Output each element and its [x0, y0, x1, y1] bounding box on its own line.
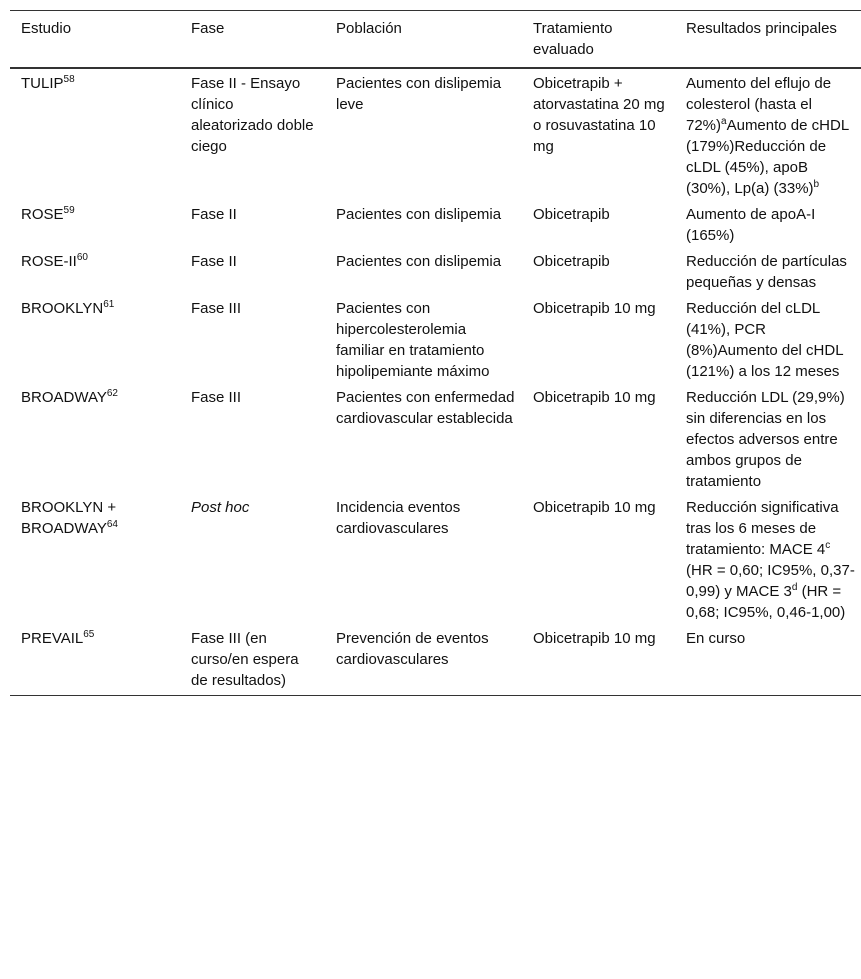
cell-phase: Post hoc — [191, 499, 250, 516]
cell-study — [10, 68, 180, 200]
cell-treatment: Obicetrapib — [533, 206, 610, 223]
cell-treatment: Obicetrapib 10 mg — [533, 630, 656, 647]
study-name: TULIP — [21, 75, 64, 92]
study-ref: 58 — [63, 74, 75, 85]
cell-study — [10, 383, 180, 493]
study-name: ROSE-II — [21, 253, 77, 270]
cell-results — [675, 68, 861, 200]
cell-study — [10, 624, 180, 696]
cell-population: Incidencia eventos cardiovasculares — [336, 499, 461, 537]
results-table — [10, 10, 861, 696]
header-poblacion: Población — [336, 20, 402, 37]
study-ref: 59 — [63, 205, 75, 216]
result-note: a — [721, 116, 727, 127]
cell-results — [675, 493, 861, 624]
result-note: d — [791, 582, 798, 593]
cell-study — [10, 247, 180, 294]
header-tratamiento: Tratamiento evaluado — [533, 20, 613, 58]
cell-treatment: Obicetrapib 10 mg — [533, 389, 656, 406]
study-name: ROSE — [21, 206, 64, 223]
cell-phase: Fase III — [191, 300, 242, 317]
study-ref: 64 — [106, 519, 118, 530]
result-note: b — [813, 179, 820, 190]
cell-study — [10, 493, 180, 624]
study-name: PREVAIL — [21, 630, 84, 647]
table-body — [10, 68, 861, 696]
result-text: Aumento del eflujo de colesterol (hasta el 72%) — [686, 75, 832, 134]
cell-treatment: Obicetrapib + atorvastatina 20 mg o rosuvastatina 10 mg — [533, 75, 665, 155]
header-row — [10, 11, 861, 69]
cell-population: Prevención de eventos cardiovasculares — [336, 630, 489, 668]
table-row — [10, 68, 861, 200]
table-row — [10, 247, 861, 294]
cell-treatment: Obicetrapib 10 mg — [533, 499, 656, 516]
cell-results: Reducción LDL (29,9%) sin diferencias en los efectos adversos entre ambos grupos de tratamiento — [686, 389, 845, 490]
cell-phase: Fase II — [191, 206, 237, 223]
cell-population: Pacientes con enfermedad cardiovascular establecida — [336, 389, 515, 427]
cell-results: Reducción del cLDL (41%), PCR (8%)Aumento del cHDL (121%) a los 12 meses — [686, 300, 844, 380]
header-resultados: Resultados principales — [686, 20, 837, 37]
result-text: (HR = 0,60; IC95%, 0,37-0,99) y MACE 3 — [686, 562, 855, 600]
cell-results: Reducción de partículas pequeñas y densas — [686, 253, 847, 291]
study-name: BROOKLYN + BROADWAY — [21, 499, 117, 537]
table-row — [10, 383, 861, 493]
table-row — [10, 200, 861, 247]
table-row — [10, 294, 861, 383]
header-fase: Fase — [191, 20, 225, 37]
study-name: BROOKLYN — [21, 300, 104, 317]
cell-population: Pacientes con dislipemia leve — [336, 75, 502, 113]
cell-phase: Fase III — [191, 389, 242, 406]
study-name: BROADWAY — [21, 389, 107, 406]
study-ref: 62 — [106, 388, 118, 399]
cell-population: Pacientes con dislipemia — [336, 253, 502, 270]
study-ref: 60 — [76, 252, 88, 263]
cell-phase: Fase II - Ensayo clínico aleatorizado doble ciego — [191, 75, 314, 155]
cell-phase: Fase III (en curso/en espera de resultados) — [191, 630, 299, 689]
result-text: (HR = 0,68; IC95%, 0,46-1,00) — [686, 583, 846, 621]
header-estudio: Estudio — [21, 20, 72, 37]
table-row — [10, 493, 861, 624]
cell-results: Aumento de apoA-I (165%) — [686, 206, 816, 244]
cell-treatment: Obicetrapib 10 mg — [533, 300, 656, 317]
cell-population: Pacientes con hipercolesterolemia familiar en tratamiento hipolipemiante máximo — [336, 300, 490, 380]
cell-phase: Fase II — [191, 253, 237, 270]
table-row — [10, 624, 861, 696]
study-ref: 65 — [83, 629, 95, 640]
table-container — [10, 10, 855, 696]
result-text: Reducción significativa tras los 6 meses de tratamiento: MACE 4 — [686, 499, 839, 558]
result-text: Aumento de cHDL (179%)Reducción de cLDL (45%), apoB (30%), Lp(a) (33%) — [686, 117, 849, 197]
table-header — [10, 11, 861, 69]
cell-study — [10, 200, 180, 247]
cell-results: En curso — [686, 630, 746, 647]
study-ref: 61 — [103, 299, 115, 310]
cell-study — [10, 294, 180, 383]
cell-population: Pacientes con dislipemia — [336, 206, 502, 223]
cell-treatment: Obicetrapib — [533, 253, 610, 270]
result-note: c — [825, 540, 831, 551]
